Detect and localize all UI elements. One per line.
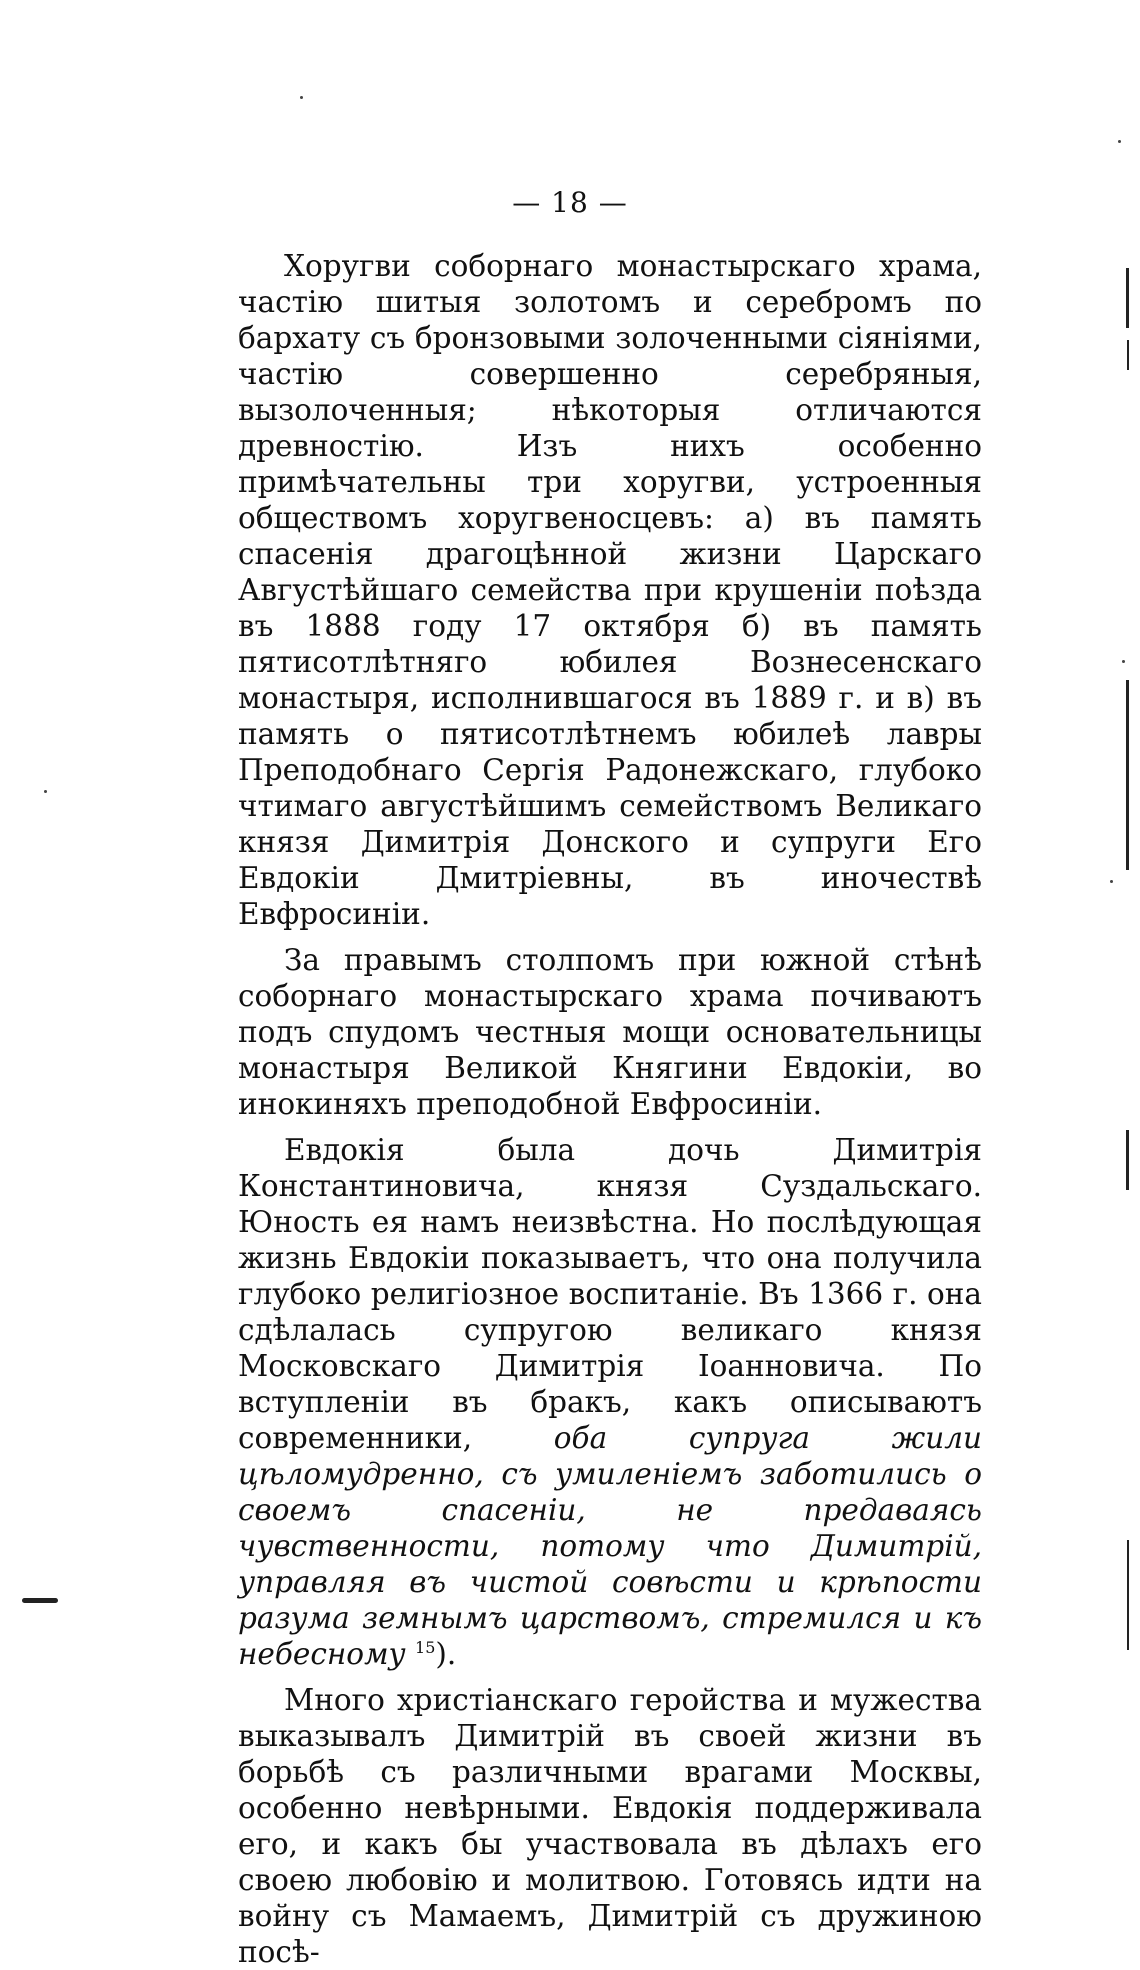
body-text bbox=[238, 248, 982, 1970]
paragraph-2-text: За правымъ столпомъ при южной стѣнѣ соборнаго монастырскаго храма почиваютъ подъ спудомъ честныя мощи основательницы монастыря Великой Княгини Евдокіи, во инокиняхъ преподобной Евфросиніи. bbox=[238, 943, 982, 1121]
scan-speck bbox=[300, 96, 303, 99]
paragraph-3 bbox=[238, 1132, 982, 1672]
scan-speck bbox=[1110, 880, 1113, 883]
scan-edge-mark bbox=[1127, 340, 1129, 370]
footnote-ref: 15 bbox=[415, 1638, 436, 1658]
paragraph-3-close: ). bbox=[435, 1637, 457, 1671]
scan-speck bbox=[1122, 660, 1125, 663]
scan-edge-mark bbox=[22, 1598, 58, 1603]
page-number: — 18 — bbox=[512, 186, 628, 219]
scan-edge-mark bbox=[1126, 268, 1129, 328]
scan-edge-mark bbox=[1126, 680, 1129, 870]
paragraph-4-text: Много христіанскаго геройства и мужества выказывалъ Димитрій въ своей жизни въ борьбѣ съ различными врагами Москвы, особенно невѣрными. Евдокія поддерживала его, и какъ бы участвовала въ дѣлахъ его своею любовію и молитвою. Готовясь идти на войну съ Мамаемъ, Димитрій съ дружиною посѣ- bbox=[238, 1683, 982, 1969]
paragraph-1 bbox=[238, 248, 982, 932]
paragraph-4 bbox=[238, 1682, 982, 1970]
scan-edge-mark bbox=[1127, 1540, 1129, 1650]
paragraph-1-text: Хоругви соборнаго монастырскаго храма, частію шитыя золотомъ и серебромъ по бархату съ бронзовыми золоченными сіяніями, частію совершенно серебряныя, вызолоченныя; нѣкоторыя отличаются древностію. Изъ нихъ особенно примѣчательны три хоругви, устроенныя обществомъ хоругвеносцевъ: а) въ память спасенія драгоцѣнной жизни Царскаго Августѣйшаго семейства при крушеніи поѣзда въ 1888 году 17 октября б) въ память пятисотлѣтняго юбилея Вознесенскаго монастыря, исполнившагося въ 1889 г. и в) въ память о пятисотлѣтнемъ юбилеѣ лавры Преподобнаго Сергія Радонежскаго, глубоко чтимаго августѣйшимъ семействомъ Великаго князя Димитрія Донского и супруги Его Евдокіи Дмитріевны, въ иночествѣ Евфросиніи. bbox=[238, 249, 982, 931]
scan-speck bbox=[1118, 140, 1121, 143]
scan-edge-mark bbox=[1126, 1130, 1129, 1190]
scan-speck bbox=[44, 790, 47, 793]
paragraph-3-text: Евдокія была дочь Димитрія Константиновича, князя Суздальскаго. Юность ея намъ неизвѣстна. Но послѣдующая жизнь Евдокіи показываетъ, что она получила глубоко религіозное воспитаніе. Въ 1366 г. она сдѣлалась супругою великаго князя Московскаго Димитрія Іоанновича. По вступленіи въ бракъ, какъ описываютъ современники, bbox=[238, 1133, 982, 1455]
paragraph-3-quote: оба супруга жили цѣломудренно, съ умиленіемъ заботились о своемъ спасеніи, не предаваясь чувственности, потому что Димитрій, управляя въ чистой совѣсти и крѣпости разума земнымъ царствомъ, стремился и къ небесному bbox=[238, 1421, 982, 1671]
paragraph-2 bbox=[238, 942, 982, 1122]
